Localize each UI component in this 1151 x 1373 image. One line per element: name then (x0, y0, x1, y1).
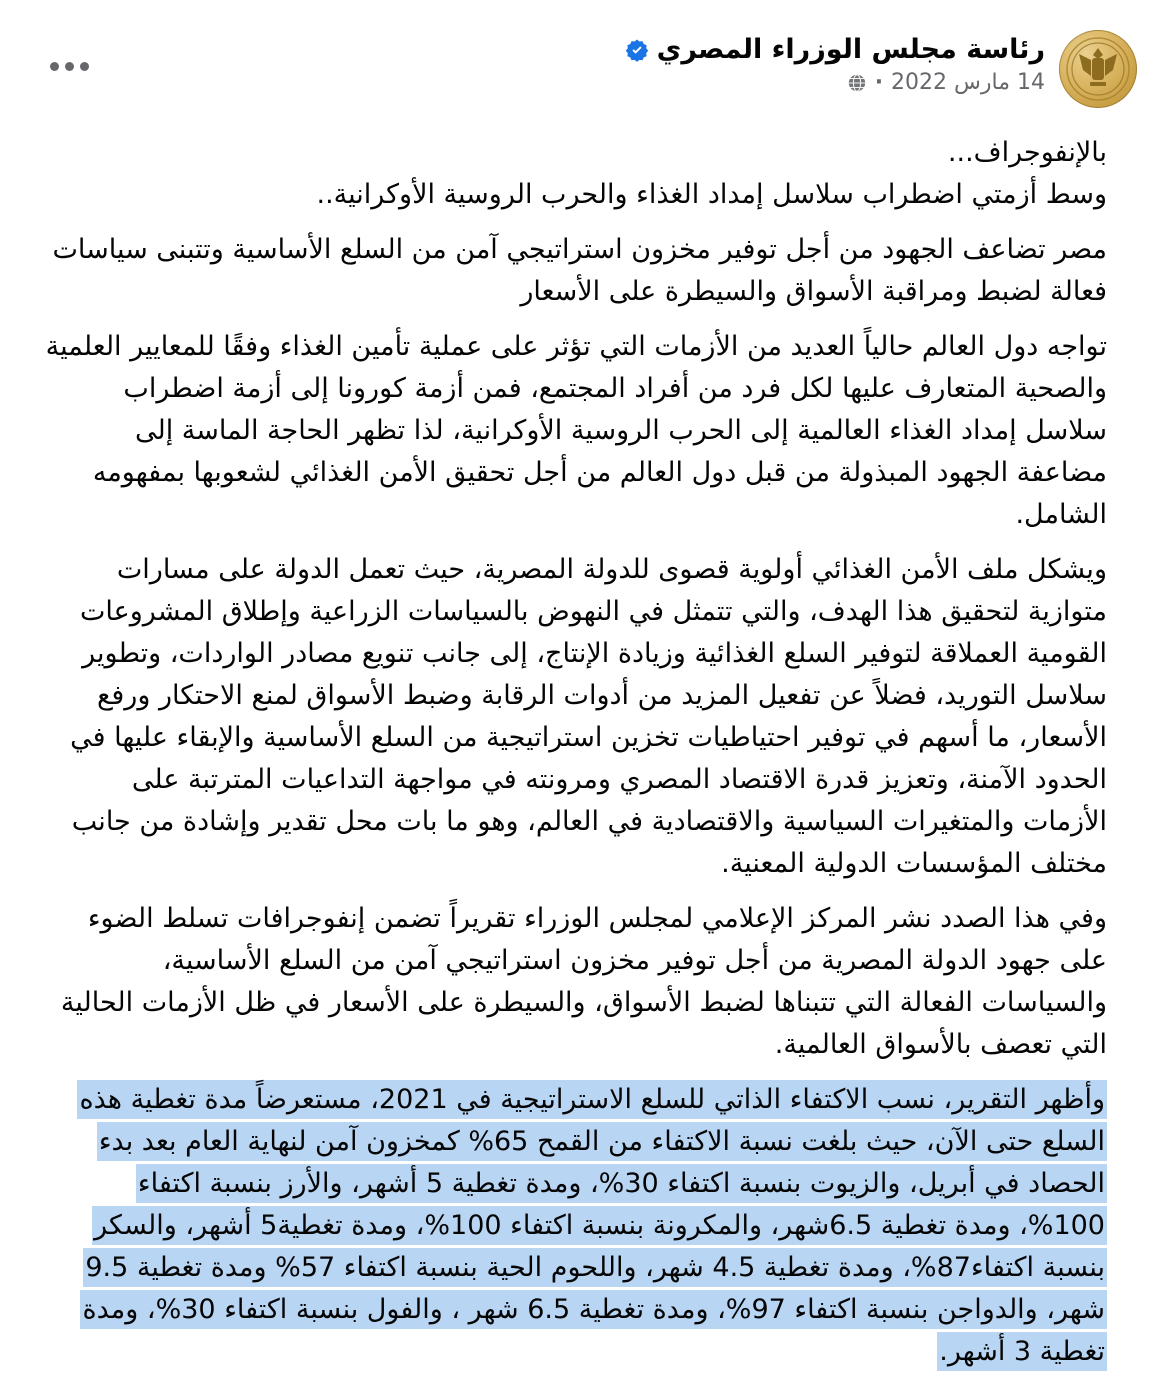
post-options-button[interactable] (40, 48, 99, 85)
egypt-cabinet-seal-icon (1059, 30, 1137, 108)
ellipsis-icon (50, 62, 89, 71)
globe-icon (847, 73, 867, 93)
post-paragraph: مصر تضاعف الجهود من أجل توفير مخزون استراتيجي آمن من السلع الأساسية وتتبنى سياسات فعالة لضبط ومراقبة الأسواق والسيطرة على الأسعار (52, 234, 1107, 307)
page-name-row (625, 34, 1045, 66)
verified-badge-icon (625, 38, 649, 62)
meta-separator: · (874, 70, 884, 96)
post-paragraph: وفي هذا الصدد نشر المركز الإعلامي لمجلس الوزراء تقريراً تضمن إنفوجرافات تسلط الضوء على جهود الدولة المصرية من أجل توفير مخزون استراتيجي آمن من السلع الأساسية، والسياسات الفعالة التي تتبناها لضبط الأسواق، والسيطرة على الأسعار في ظل الأزمات الحالية التي تعصف بالأسواق العالمية. (60, 903, 1107, 1060)
post-line: بالإنفوجراف... (947, 137, 1107, 168)
post-line: وسط أزمتي اضطراب سلاسل إمداد الغذاء والحرب الروسية الأوكرانية.. (316, 179, 1107, 210)
post-paragraph: ويشكل ملف الأمن الغذائي أولوية قصوى للدولة المصرية، حيث تعمل الدولة على مسارات متوازية لتحقيق هذا الهدف، والتي تتمثل في النهوض بالسياسات الزراعية وإطلاق المشروعات القومية العملاقة لتوفير السلع الغذائية وزيادة الإنتاج، إلى جانب تنويع مصادر الواردات، وتطوير سلاسل التوريد، فضلاً عن تفعيل المزيد من أدوات الرقابة وضبط الأسواق لمنع الاحتكار ورفع الأسعار، ما أسهم في توفير احتياطيات تخزين استراتيجية من السلع الأساسية والإبقاء عليها في الحدود الآمنة، وتعزيز قدرة الاقتصاد المصري ومرونته في مواجهة التداعيات المترتبة على الأزمات والمتغيرات السياسية والاقتصادية في العالم، وهو ما بات محل تقدير وإشادة من جانب مختلف المؤسسات الدولية المعنية. (70, 554, 1107, 879)
post-timestamp[interactable]: 14 مارس 2022 (891, 70, 1045, 96)
post-paragraph: تواجه دول العالم حالياً العديد من الأزمات التي تؤثر على عملية تأمين الغذاء وفقًا للمعايير العلمية والصحية المتعارف عليها لكل فرد من أفراد المجتمع، فمن أزمة كورونا إلى أزمة اضطراب سلاسل إمداد الغذاء العالمية إلى الحرب الروسية الأوكرانية، لذا تظهر الحاجة الماسة إلى مضاعفة الجهود المبذولة من قبل دول العالم من أجل تحقيق الأمن الغذائي لشعوبها بمفهومه الشامل. (45, 331, 1107, 530)
post-paragraph-highlighted (44, 1079, 1107, 1373)
page-name[interactable]: رئاسة مجلس الوزراء المصري (656, 34, 1045, 65)
post-header (0, 0, 1151, 118)
post-text (0, 118, 1151, 1373)
highlighted-text: وأظهر التقرير، نسب الاكتفاء الذاتي للسلع الاستراتيجية في 2021، مستعرضاً مدة تغطية هذه السلع حتى الآن، حيث بلغت نسبة الاكتفاء من القمح 65% كمخزون آمن لنهاية العام بعد بدء الحصاد في أبريل، والزيوت بنسبة اكتفاء 30%، ومدة تغطية 5 أشهر، والأرز بنسبة اكتفاء 100%، ومدة تغطية 6.5شهر، والمكرونة بنسبة اكتفاء 100%، ومدة تغطية5 أشهر، والسكر بنسبة اكتفاء87%، ومدة تغطية 4.5 شهر، واللحوم الحية بنسبة اكتفاء 57% ومدة تغطية 9.5 شهر، والدواجن بنسبة اكتفاء 97%، ومدة تغطية 6.5 شهر ، والفول بنسبة اكتفاء 30%، ومدة تغطية 3 أشهر. (77, 1080, 1107, 1371)
post-meta (625, 70, 1045, 95)
avatar[interactable] (1059, 30, 1137, 108)
post-header-text (625, 30, 1045, 95)
